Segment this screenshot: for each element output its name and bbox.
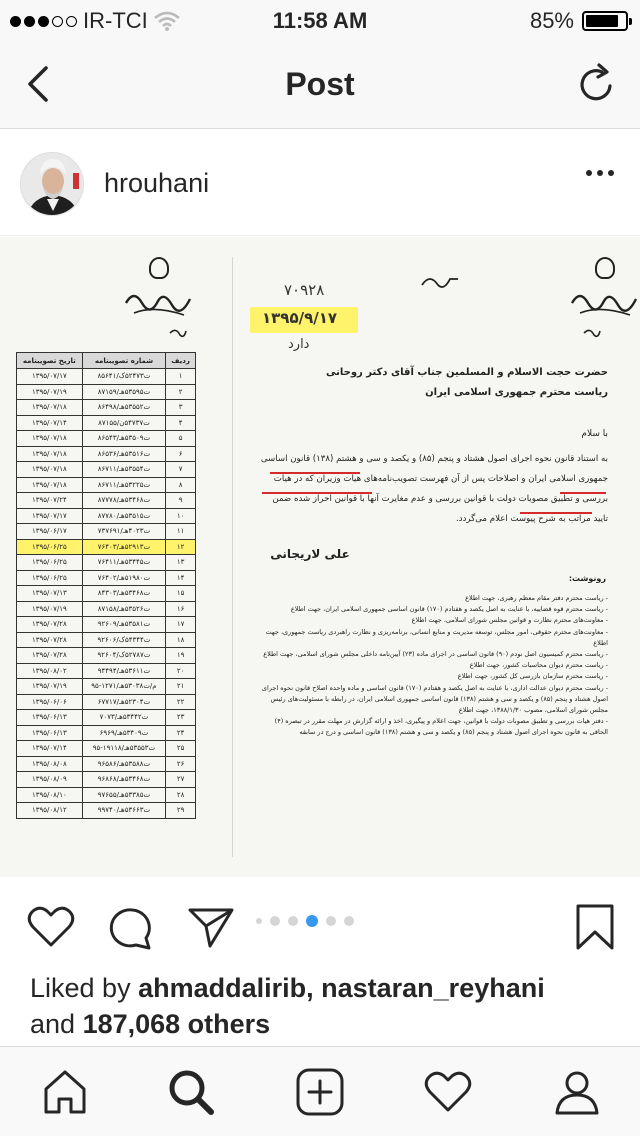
table-cell: ۲۴ [166,725,196,741]
profile-icon[interactable] [552,1067,602,1117]
table-row [17,493,196,509]
letter-greeting: با سلام [581,429,608,439]
table-cell: ۱۳۹۵/۰۷/۱۸ [17,431,83,447]
table-cell: ۱۳۹۵/۰۶/۲۵ [17,555,83,571]
letterhead-emblem-left [124,257,194,347]
table-cell: ۱ [166,369,196,385]
table-cell: ۱۳۹۵/۰۶/۲۵ [17,570,83,586]
liked-by-users[interactable]: ahmaddalirib, nastaran_reyhani [138,973,545,1003]
table-row [17,586,196,602]
post-username[interactable]: hrouhani [104,168,210,198]
status-time: 11:58 AM [272,8,368,33]
table-cell: ۴ [166,415,196,431]
table-cell: ۱۳۹۵/۰۶/۲۵ [17,539,83,555]
table-cell: ۲۸ [166,787,196,803]
likes-prefix: Liked by [30,973,139,1003]
table-cell: ۹۲۶۰۴/ت۵۲۷۸۷ک [82,648,166,664]
likes-count[interactable]: 187,068 others [82,1009,271,1039]
table-row [17,462,196,478]
cc-line: - معاونت‌های محترم حقوقی، امور مجلس، توسعه مدیریت و منابع انسانی، برنامه‌ریزی و نظارت راهبردی ریاست جمهوری، جهت اطلاع [265,627,608,647]
tab-bar [0,1046,640,1136]
table-row [17,477,196,493]
table-cell: ۶ [166,446,196,462]
table-cell: ۷ [166,462,196,478]
cc-line: - ریاست محترم سازمان بازرسی کل کشور، جهت اطلاع [457,672,608,681]
table-row [17,446,196,462]
table-row [17,555,196,571]
letter-attachment: دارد [288,337,310,352]
resolutions-table [16,352,196,819]
table-cell: ۷۶۴۱۱/ت۵۳۴۴۵هـ [82,555,166,571]
table-cell: ۸۶۴۹۸/ت۵۳۵۵۲هـ [82,400,166,416]
table-cell: ۹۷۶۵۵/ت۵۳۳۸۵هـ [82,787,166,803]
letter-signature: علی لاریجانی [270,547,350,561]
table-row [17,539,196,555]
table-cell: ۱۳۹۵/۰۸/۱۰ [17,787,83,803]
search-icon[interactable] [166,1067,216,1117]
table-cell: ۸۴۳۰۳/ت۵۳۴۶۸هـ [82,586,166,602]
table-cell: ۹۲۶۰۶/ت۵۴۳۴۴ک [82,632,166,648]
cc-line: - ریاست محترم دیوان محاسبات کشور، جهت اطلاع [469,661,608,670]
ellipsis-icon[interactable] [586,170,614,176]
table-cell: ۷۶۴۰۳/ت۵۲۹۱۳هـ [82,539,166,555]
table-row [17,400,196,416]
table-cell: ۸۵۶۴۱/ت۵۲۴۷۳ک [82,369,166,385]
table-cell: ۹۴۴۹۴/ت۵۳۶۱۱هـ [82,663,166,679]
table-cell: ۱۳۹۵/۰۷/۱۸ [17,400,83,416]
table-cell: ۳ [166,400,196,416]
comment-icon[interactable] [106,902,156,952]
table-cell: ۱۳۹۵/۰۷/۲۸ [17,632,83,648]
table-cell: ۱۳۹۵/۰۶/۱۳ [17,710,83,726]
table-cell: ۱۳۹۵/۰۷/۱۳ [17,586,83,602]
pager-dot [256,918,262,924]
table-cell: ۲۶ [166,756,196,772]
body-underline-4 [520,512,592,514]
table-cell: ۸۷۷۷۸/ت۵۳۴۶۸هـ [82,493,166,509]
table-row [17,725,196,741]
page-divider [232,257,233,857]
table-cell: ۲۰ [166,663,196,679]
heart-icon[interactable] [26,902,76,952]
send-icon[interactable] [186,902,236,952]
table-row [17,787,196,803]
battery-percent: 85% [529,8,574,33]
table-cell: ۹۲۶۰۹/ت۵۳۵۸۱هـ [82,617,166,633]
table-cell: ۹۵-۱۲۷۱/م/ت۵۳۰۳۸هـ [82,679,166,695]
table-row [17,415,196,431]
table-cell: ۸۷۱۵۵/ت۵۴۷۳۷ن [82,415,166,431]
cc-line: - دفتر هیات بررسی و تطبیق مصوبات دولت با قوانین، جهت اعلام و پیگیری، اخذ و ارائه گزارش در مهلت مقرر در تبصره (۴) الحاقی به قانون نحوه اجرای اصول هشتاد و پنجم (۸۵) و یکصد و سی و هشتم (۱۳۸) قانون اساسی و درج در سابقه [274,717,608,737]
cc-line: - ریاست محترم کمیسیون اصل نودم (۹۰) قانون اساسی در اجرای ماده (۲۳) آیین‌نامه داخلی مجلس شورای اسلامی، جهت اطلاع [263,650,608,659]
table-cell: ۵ [166,431,196,447]
table-cell: ۱۳۹۵/۰۷/۱۷ [17,508,83,524]
body-underline-2 [262,492,372,494]
letter-addressee: ریاست محترم جمهوری اسلامی ایران [425,387,608,398]
table-cell: ۲۹ [166,803,196,819]
carrier-name: IR-TCI [83,8,148,33]
table-row [17,772,196,788]
table-cell: ۱۳۹۵/۰۷/۲۸ [17,648,83,664]
table-cell: ۱۳۹۵/۰۷/۱۸ [17,462,83,478]
refresh-icon[interactable] [574,62,618,106]
table-cell: ۹ [166,493,196,509]
table-row [17,710,196,726]
likes-and: and [30,1009,83,1039]
table-cell: ۷۰۷۳/ت۵۳۴۴۲هـ [82,710,166,726]
table-cell: ۶۷۷۱۷/ت۵۲۳۰۴هـ [82,694,166,710]
table-cell: ۱۶ [166,601,196,617]
cc-line: - ریاست محترم دیوان عدالت اداری، با عنایت به اصل یکصد و هفتادم (۱۷۰) قانون اساسی و ماده واحده اصلاح قانون نحوه اجرای اصول هشتاد و پنجم (۸۵) و یکصد و سی و هشتم (۱۳۸) قانون اساسی جمهوری اسلامی ایران، در رابطه با مسئولیت‌های رئیس مجلس شورای اسلامی، مصوب ۱۳۸۸/۱/۳۰، جهت اطلاع [261,683,608,715]
table-cell: ۲۳ [166,710,196,726]
table-cell: ۱۳۹۵/۰۷/۱۴ [17,415,83,431]
table-row [17,570,196,586]
table-header: تاریخ تصویبنامه [17,353,83,369]
table-cell: ۱۳۹۵/۰۷/۲۸ [17,617,83,633]
table-cell: ۱۳۹۵/۰۸/۱۲ [17,803,83,819]
table-cell: ۱۳۹۵/۰۸/۰۲ [17,663,83,679]
table-cell: ۱۳۹۵/۰۷/۱۹ [17,384,83,400]
body-underline-1 [270,472,360,474]
table-cell: ۶۹۶۹/ت۵۳۴۰۹هـ [82,725,166,741]
table-cell: ۷۳۷۶۹۱/ت۴۰۲۳هـ [82,524,166,540]
table-cell: ۱۳۹۵/۰۶/۱۳ [17,725,83,741]
table-cell: ۲۲ [166,694,196,710]
table-cell: ۸۶۷۱۱/ت۵۳۵۵۴هـ [82,462,166,478]
body-underline-3 [560,492,606,494]
table-cell: ۸۶۵۳۶/ت۵۳۵۱۶هـ [82,446,166,462]
table-row [17,803,196,819]
table-cell: ۱۳۹۵/۰۷/۲۴ [17,493,83,509]
table-cell: ۸۷۱۵۸/ت۵۳۵۲۶هـ [82,601,166,617]
table-cell: ۹۹۷۴۰/ت۵۳۶۶۳هـ [82,803,166,819]
table-cell: ۹۶۸۶۸/ت۵۳۴۶۸هـ [82,772,166,788]
table-cell: ۱۳۹۵/۰۸/۰۸ [17,756,83,772]
home-icon[interactable] [40,1067,90,1117]
pager-dot [306,915,318,927]
table-cell: ۱۳۹۵/۰۷/۱۹ [17,601,83,617]
table-cell: ۹۶۵۸۶/ت۵۳۵۸۸هـ [82,756,166,772]
table-cell: ۱۳۹۵/۰۷/۱۹ [17,679,83,695]
activity-icon[interactable] [423,1067,473,1117]
table-cell: ۱۴ [166,570,196,586]
table-cell: ۸۶۵۴۳/ت۵۳۵۰۹هـ [82,431,166,447]
page-title: Post [285,66,355,102]
table-cell: ۱۰ [166,508,196,524]
table-cell: ۱۳۹۵/۰۷/۱۷ [17,369,83,385]
likes-summary[interactable] [30,970,620,1042]
bismillah-mark [420,271,460,293]
table-cell: ۱۱ [166,524,196,540]
letter-salutation: حضرت حجت الاسلام و المسلمین جناب آقای دکتر روحانی [325,367,608,378]
table-cell: ۱۳۹۵/۰۷/۱۸ [17,446,83,462]
table-cell: ۱۸ [166,632,196,648]
table-cell: ۲۱ [166,679,196,695]
table-row [17,663,196,679]
cc-line: - ریاست محترم قوه قضاییه، با عنایت به اصل یکصد و هفتادم (۱۷۰) قانون اساسی جمهوری اسلامی ایران، جهت اطلاع [290,605,608,614]
status-right [530,8,628,34]
table-cell: ۱۵ [166,586,196,602]
table-row [17,601,196,617]
table-cell: ۸۷۷۸۰/ت۵۳۵۱۵هـ [82,508,166,524]
status-bar [0,0,640,40]
table-cell: ۱۷ [166,617,196,633]
pager-dot [288,916,298,926]
letter-body: به استناد قانون نحوه اجرای اصول هشتاد و پنجم (۸۵) و یکصد و سی و هشتم (۱۳۸) قانون اساسی جمهوری اسلامی ایران و اصلاحات پس از آن فهرست تصویب‌نامه‌های هیات وزیران که در هیات بررسی و تطبیق مصوبات دولت با قوانین بررسی و عدم مغایرت آنها با قوانین احراز شده ضمن تایید مراتب به شرح پیوست اعلام می‌گردد. [260,454,608,524]
table-cell: ۱۳ [166,555,196,571]
letter-number: ۷۰۹۲۸ [284,281,325,299]
table-row [17,508,196,524]
table-cell: ۲ [166,384,196,400]
letter-date: ۱۳۹۵/۹/۱۷ [262,309,338,327]
table-row [17,524,196,540]
table-cell: ۱۳۹۵/۰۷/۱۴ [17,741,83,757]
carousel-indicator [256,915,354,927]
table-cell: ۱۲ [166,539,196,555]
table-row [17,431,196,447]
cc-label: رونوشت: [568,574,606,583]
cc-list [258,593,608,739]
table-cell: ۸۷۱۵۹/ت۵۳۵۹۵هـ [82,384,166,400]
table-cell: ۲۷ [166,772,196,788]
table-cell: ۱۳۹۵/۰۶/۰۶ [17,694,83,710]
table-row [17,369,196,385]
table-cell: ۷۶۴۰۲/ت۵۱۹۸۰هـ [82,570,166,586]
table-header: ردیف [166,353,196,369]
table-cell: ۱۳۹۵/۰۷/۱۸ [17,477,83,493]
nav-header [0,40,640,129]
table-cell: ۱۹ [166,648,196,664]
pager-dot [326,916,336,926]
table-cell: ۹۵-۱۹۱۱۸/ت۵۳۵۵۳هـ [82,741,166,757]
table-header: شماره تصویبنامه [82,353,166,369]
table-row [17,384,196,400]
table-row [17,694,196,710]
table-row [17,617,196,633]
table-cell: ۱۳۹۵/۰۶/۱۷ [17,524,83,540]
bookmark-icon[interactable] [570,902,620,952]
avatar[interactable] [20,152,84,216]
table-row [17,632,196,648]
add-post-icon[interactable] [295,1067,345,1117]
pager-dot [270,916,280,926]
post-header [0,130,640,236]
table-cell: ۸ [166,477,196,493]
table-row [17,679,196,695]
table-cell: ۸۶۷۱۱/ت۵۳۲۲۵هـ [82,477,166,493]
post-image[interactable] [0,237,640,877]
table-cell: ۲۵ [166,741,196,757]
table-row [17,756,196,772]
table-row [17,741,196,757]
pager-dot [344,916,354,926]
table-row [17,648,196,664]
letterhead-emblem-right [570,257,640,347]
cc-line: - معاونت‌های محترم نظارت و قوانین مجلس شورای اسلامی، جهت اطلاع [411,616,608,625]
battery-icon [582,11,628,31]
cc-line: - ریاست محترم دفتر مقام معظم رهبری، جهت اطلاع [465,594,608,602]
table-cell: ۱۳۹۵/۰۸/۰۹ [17,772,83,788]
